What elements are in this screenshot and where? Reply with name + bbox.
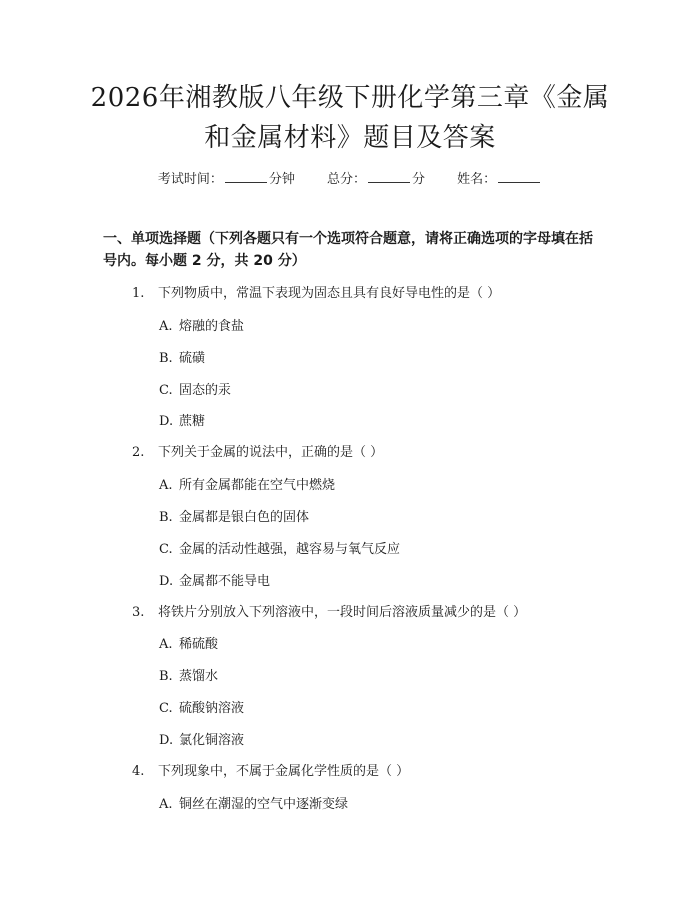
option-text: 金属都不能导电 [179,574,271,589]
option-label: D. [159,733,174,748]
option-label: B. [159,669,173,684]
question-text: 将铁片分别放入下列溶液中，一段时间后溶液质量减少的是（ ） [158,605,527,620]
exam-time-label: 考试时间： [157,172,223,187]
option-label: C. [159,383,173,398]
document-title [60,78,640,158]
option-label: A. [159,797,173,812]
question-1 [132,282,500,301]
option-text: 稀硫酸 [179,637,219,652]
question-2 [132,441,383,460]
option-label: B. [159,510,173,525]
option-text: 熔融的食盐 [179,319,245,334]
question-3 [132,601,526,620]
question-number: 2. [132,445,145,460]
question-3-option-c [159,697,244,716]
total-score [327,172,429,187]
option-text: 氯化铜溶液 [179,733,245,748]
section-heading-single-choice: 一、单项选择题（下列各题只有一个选项符合题意，请将正确选项的字母填在括号内。每小题 2 分，共 20 分） [103,231,593,269]
question-1-option-b [159,347,205,366]
exam-time-blank [225,170,267,183]
question-number: 1. [132,286,145,301]
question-text: 下列关于金属的说法中，正确的是（ ） [158,445,384,460]
option-text: 硫磺 [179,351,206,366]
title-line-2: 和金属材料》题目及答案 [204,123,496,153]
exam-time [158,172,299,187]
option-label: A. [159,319,173,334]
option-text: 硫酸钠溶液 [179,701,245,716]
question-2-option-a [159,474,335,493]
option-text: 金属的活动性越强，越容易与氧气反应 [179,542,401,557]
question-text: 下列物质中，常温下表现为固态且具有良好导电性的是（ ） [158,286,501,301]
option-text: 蔗糖 [179,414,206,429]
question-number: 4. [132,764,145,779]
option-label: C. [159,701,173,716]
question-3-option-a [159,633,218,652]
total-score-label: 总分： [326,172,366,187]
exam-meta [0,168,700,187]
option-label: C. [159,542,173,557]
question-number: 3. [132,605,145,620]
option-label: D. [159,414,174,429]
student-name-label: 姓名： [457,172,497,187]
student-name-blank [498,170,540,183]
student-name [457,172,542,187]
option-text: 铜丝在潮湿的空气中逐渐变绿 [179,797,349,812]
exam-time-unit: 分钟 [268,172,295,187]
question-1-option-a [159,315,244,334]
option-label: A. [159,637,173,652]
option-text: 固态的汞 [179,383,232,398]
option-label: A. [159,478,173,493]
question-2-option-b [159,506,309,525]
question-4 [132,760,409,779]
question-4-option-a [159,793,348,812]
question-2-option-c [159,538,400,557]
option-text: 蒸馏水 [179,669,219,684]
question-1-option-c [159,379,231,398]
total-score-blank [368,170,410,183]
option-label: B. [159,351,173,366]
question-text: 下列现象中，不属于金属化学性质的是（ ） [158,764,410,779]
total-score-unit: 分 [412,172,426,187]
question-3-option-b [159,665,218,684]
title-line-1: 2026年湘教版八年级下册化学第三章《金属 [90,83,610,113]
question-3-option-d [159,729,244,748]
question-1-option-d [159,410,205,429]
option-text: 所有金属都能在空气中燃烧 [179,478,336,493]
option-text: 金属都是银白色的固体 [179,510,310,525]
option-label: D. [159,574,174,589]
question-2-option-d [159,570,270,589]
